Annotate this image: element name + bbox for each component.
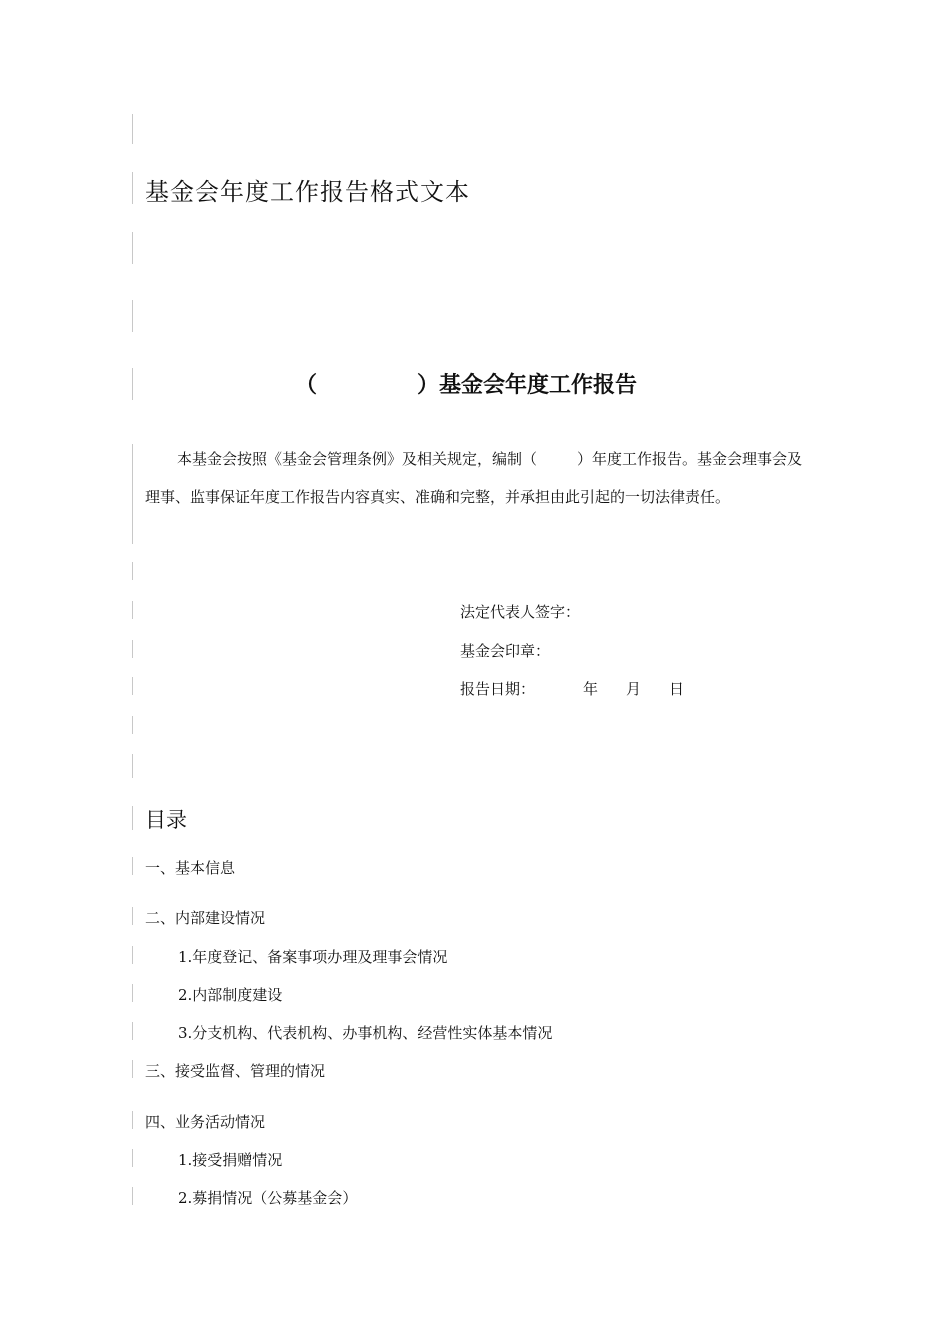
margin-mark [132,368,133,400]
toc-item[interactable]: 三、接受监督、管理的情况 [145,1062,326,1080]
margin-mark [132,172,133,204]
margin-mark [132,984,133,1002]
margin-mark [132,677,133,695]
document-title: 基金会年度工作报告格式文本 [145,178,470,206]
margin-mark [132,1149,133,1167]
margin-mark [132,806,133,830]
margin-mark [132,444,133,544]
date-month: 月 [626,680,642,698]
toc-title: 目录 [145,808,187,832]
legal-rep-signature-label: 法定代表人签字： [460,603,581,621]
margin-mark [132,716,133,734]
margin-mark [132,1111,133,1129]
margin-mark [132,857,133,875]
toc-subitem[interactable]: 1.接受捐赠情况 [178,1151,283,1169]
toc-item[interactable]: 二、内部建设情况 [145,909,266,927]
margin-mark [132,1060,133,1078]
margin-mark [132,1187,133,1205]
margin-mark [132,1022,133,1040]
report-title-text: ）基金会年度工作报告 [417,373,638,398]
margin-mark [132,300,133,332]
toc-item[interactable]: 一、基本信息 [145,859,236,877]
toc-subitem[interactable]: 2.内部制度建设 [178,986,283,1004]
report-date-line [460,678,684,699]
margin-mark [132,907,133,925]
date-year: 年 [583,680,599,698]
report-title-open-paren: （ [295,373,318,398]
statement-paragraph [145,440,810,516]
report-date-label: 报告日期： [460,680,536,698]
margin-mark [132,640,133,658]
statement-part-2: ）年度工作报告。基金会理事会及理事、监事保证年度工作报告内容真实、准确和完整，并承担由此引起的一切法律责任。 [145,450,803,506]
margin-mark [132,946,133,964]
margin-mark [132,562,133,580]
statement-part-1: 本基金会按照《基金会管理条例》及相关规定，编制（ [177,450,538,468]
foundation-seal-label: 基金会印章： [460,642,551,660]
margin-mark [132,754,133,778]
toc-subitem[interactable]: 1.年度登记、备案事项办理及理事会情况 [178,948,448,966]
toc-item[interactable]: 四、业务活动情况 [145,1113,266,1131]
margin-mark [132,114,133,144]
toc-subitem[interactable]: 2.募捐情况（公募基金会） [178,1189,358,1207]
toc-subitem[interactable]: 3.分支机构、代表机构、办事机构、经营性实体基本情况 [178,1024,553,1042]
report-title [295,368,637,399]
margin-mark [132,232,133,264]
date-day: 日 [669,680,685,698]
margin-mark [132,601,133,619]
